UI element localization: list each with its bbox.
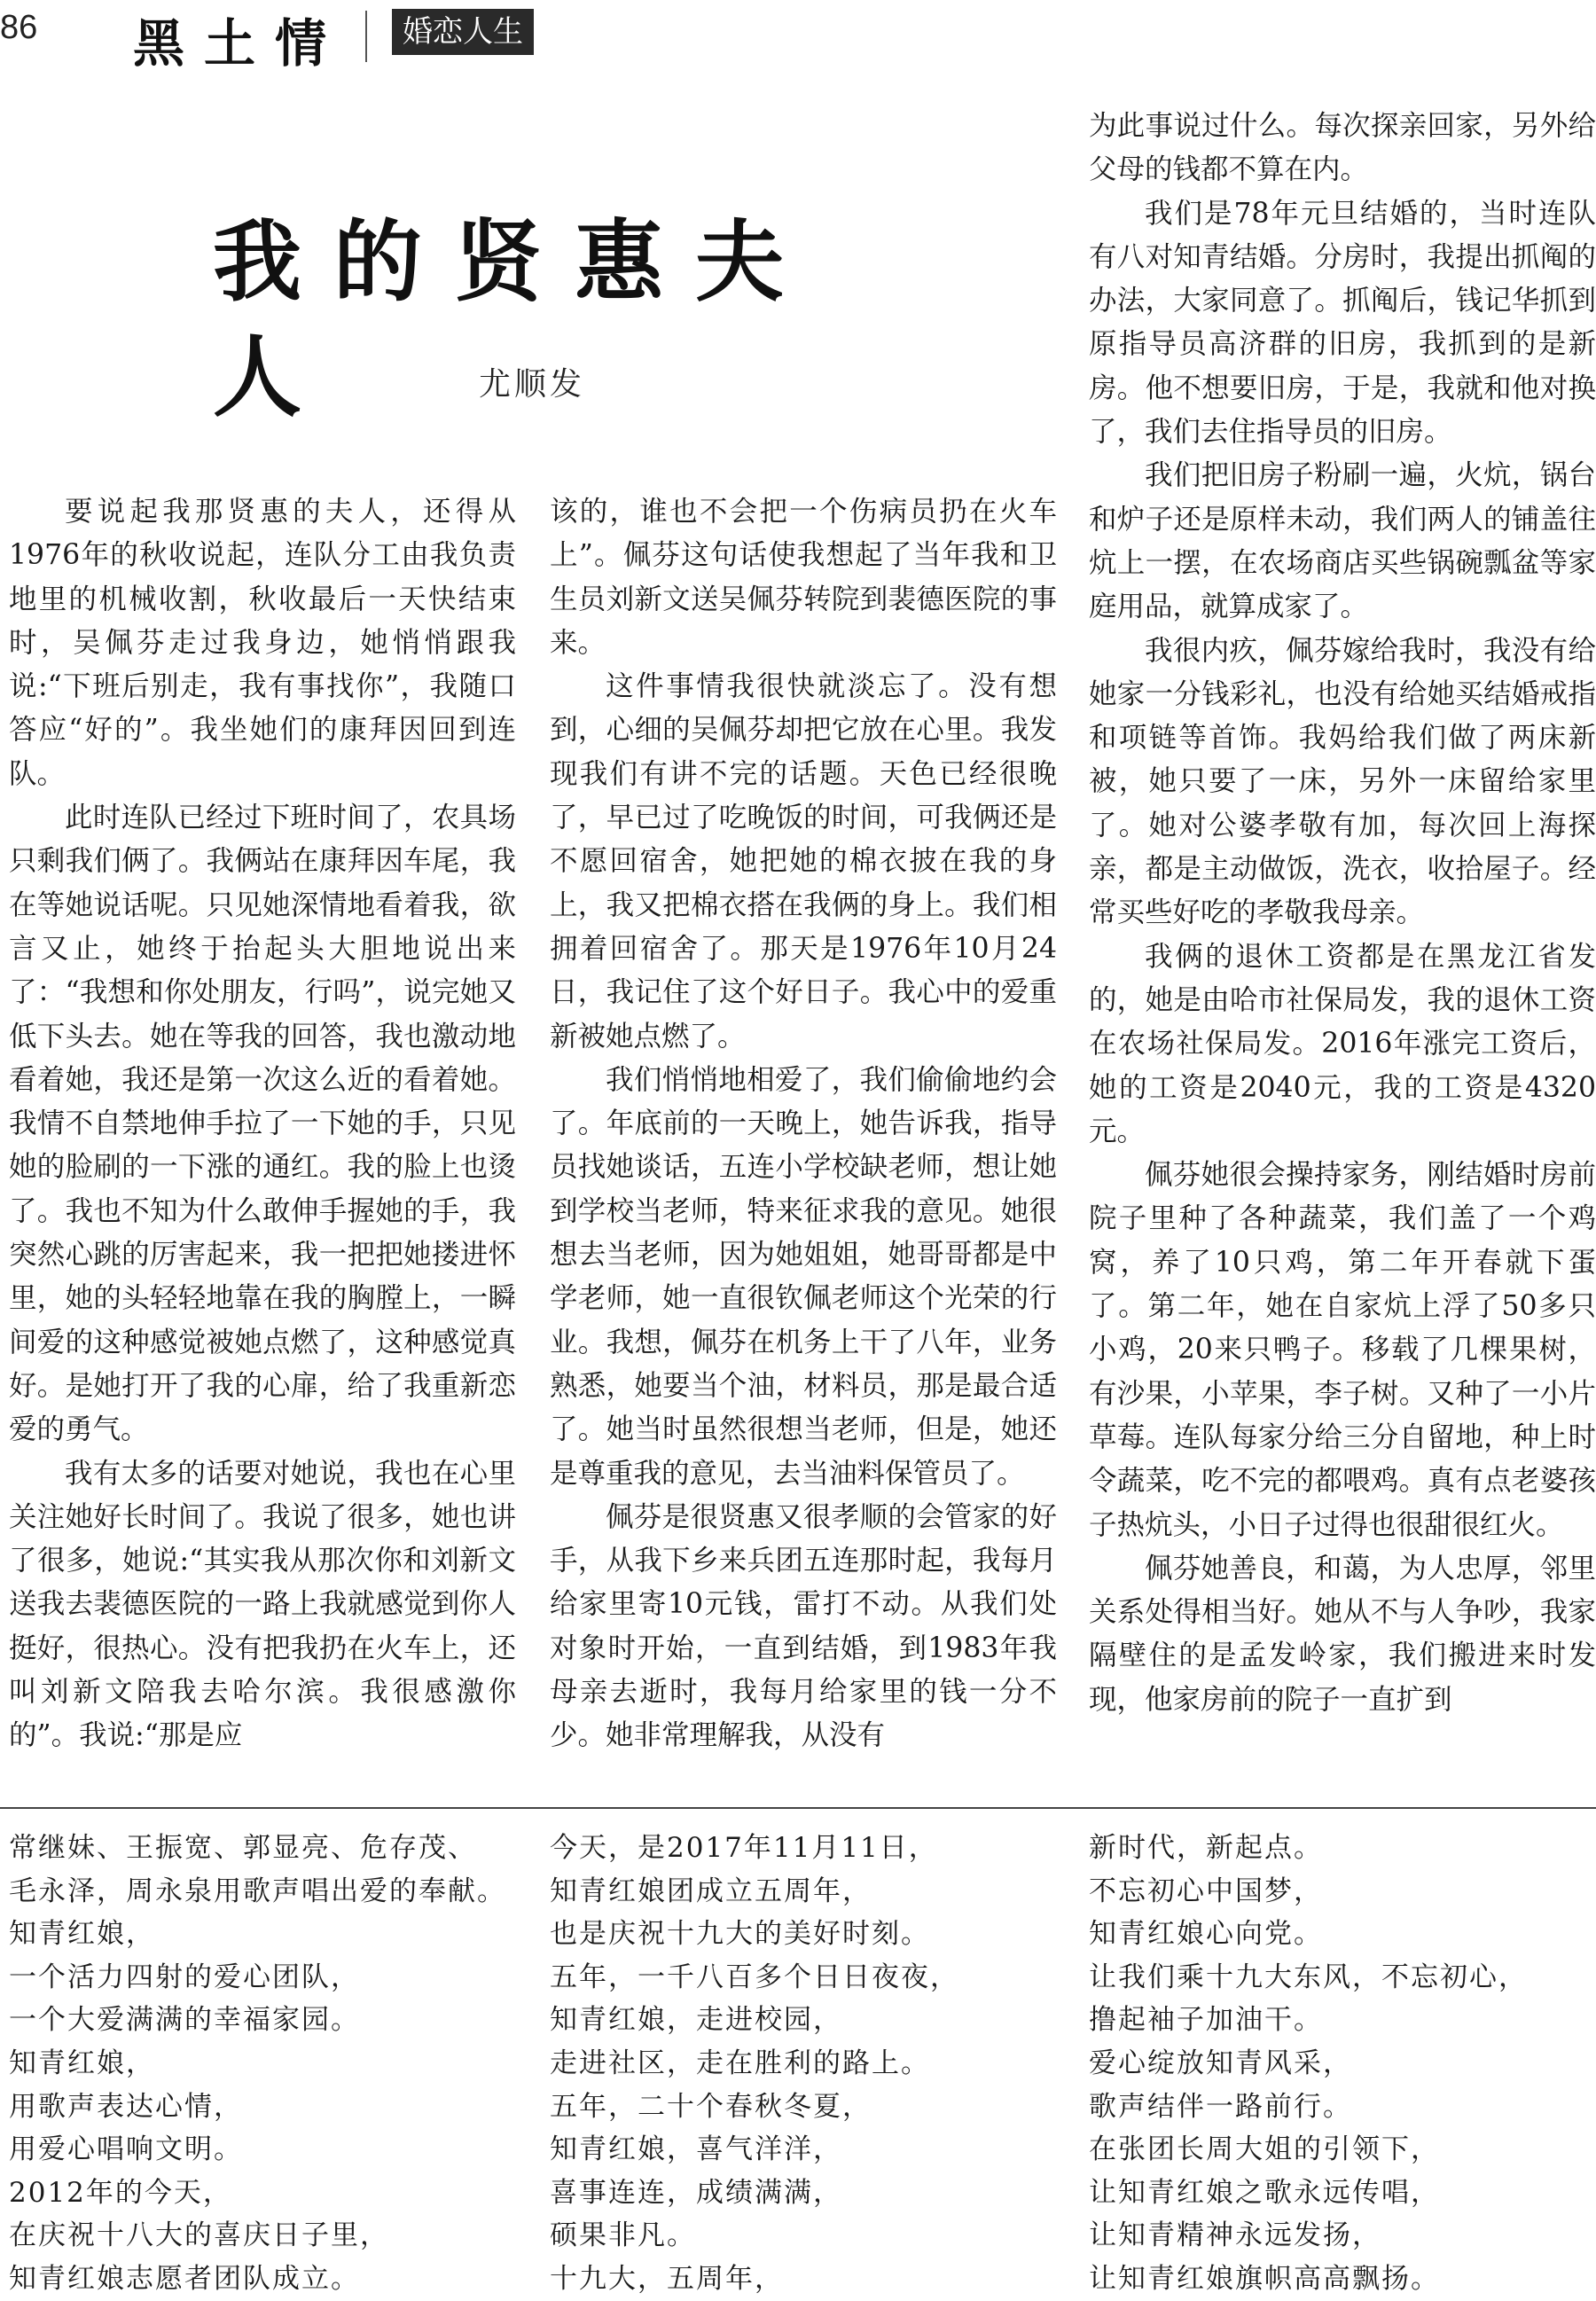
paragraph: 佩芬她善良，和蔼，为人忠厚，邻里关系处得相当好。她从不与人争吵，我家隔壁住的是孟发岭家，我们搬进来时发现，他家房前的院子一直扩到: [1089, 1552, 1596, 1716]
paragraph: 我们悄悄地相爱了，我们偷偷地约会了。年底前的一天晚上，她告诉我，指导员找她谈话，五连小学校缺老师，想让她到学校当老师，特来征求我的意见。她很想去当老师，因为她姐姐，她哥哥都是中学老师，她一直很钦佩老师这个光荣的行业。我想，佩芬在机务上干了八年，业务熟悉，她要当个油，材料员，那是最合适了。她当时虽然很想当老师，但是，她还是尊重我的意见，去当油料保管员了。: [550, 1063, 1057, 1490]
paragraph: 为此事说过什么。每次探亲回家，另外给父母的钱都不算在内。: [1089, 110, 1596, 186]
poem-line: 也是庆祝十九大的美好时刻。: [550, 1918, 930, 1951]
paragraph: 这件事情我很快就淡忘了。没有想到，心细的吴佩芬却把它放在心里。我发现我们有讲不完的话题。天色已经很晚了，早已过了吃晚饭的时间，可我俩还是不愿回宿舍，她把她的棉衣披在我的身上，我又把棉衣搭在我俩的身上。我们相拥着回宿舍了。那天是1976年10月24日，我记住了这个好日子。我心中的爱重新被她点燃了。: [550, 670, 1057, 1053]
poem-line: 不忘初心中国梦，: [1089, 1874, 1323, 1907]
section-divider: [0, 1807, 1596, 1809]
header-divider: [365, 11, 367, 62]
poem-line: 五年，一千八百多个日日夜夜，: [550, 1961, 959, 1993]
poem-line: 一个活力四射的爱心团队，: [9, 1961, 360, 1993]
poem-line: 硕果非凡。: [550, 2219, 696, 2252]
article-column-2: [550, 490, 1057, 1758]
article-title: 我的贤惠夫人: [213, 209, 816, 429]
paragraph: 我很内疚，佩芬嫁给我时，我没有给她家一分钱彩礼，也没有给她买结婚戒指和项链等首饰。我妈给我们做了两床新被，她只要了一床，另外一床留给家里了。她对公婆孝敬有加，每次回上海探亲，都是主动做饭，洗衣，收拾屋子。经常买些好吃的孝敬我母亲。: [1089, 634, 1596, 929]
poem-line: 知青红娘心向党。: [1089, 1918, 1323, 1951]
poem-line: 知青红娘团成立五周年，: [550, 1874, 872, 1907]
poem-line: 知青红娘志愿者团队成立。: [9, 2262, 360, 2295]
poem-line: 用歌声表达心情，: [9, 2090, 243, 2123]
paragraph: 此时连队已经过下班时间了，农具场只剩我们俩了。我俩站在康拜因车尾，我在等她说话呢。只见她深情地看着我，欲言又止，她终于抬起头大胆地说出来了：“我想和你处朋友，行吗”，说完她又低下头去。她在等我的回答，我也激动地看着她，我还是第一次这么近的看着她。我情不自禁地伸手拉了一下她的手，只见她的脸刷的一下涨的通红。我的脸上也烫了。我也不知为什么敢伸手握她的手，我突然心跳的厉害起来，我一把把她搂进怀里，她的头轻轻地靠在我的胸膛上，一瞬间爱的这种感觉被她点燃了，这种感觉真好。是她打开了我的心扉，给了我重新恋爱的勇气。: [9, 802, 516, 1446]
poem-line: 新时代，新起点。: [1089, 1832, 1323, 1864]
poem-column-1: [9, 1827, 523, 2301]
poem-line: 用爱心唱响文明。: [9, 2133, 243, 2166]
section-label: 婚恋人生: [392, 9, 534, 55]
paragraph: 我们是78年元旦结婚的，当时连队有八对知青结婚。分房时，我提出抓阄的办法，大家同意了。抓阄后，钱记华抓到原指导员高济群的旧房，我抓到的是新房。他不想要旧房，于是，我就和他对换了，我们去住指导员的旧房。: [1089, 197, 1596, 449]
poem-column-3: [1089, 1827, 1596, 2301]
paragraph: 要说起我那贤惠的夫人，还得从1976年的秋收说起，连队分工由我负责地里的机械收割，秋收最后一天快结束时，吴佩芬走过我身边，她悄悄跟我说:“下班后别走，我有事找你”，我随口答应“好的”。我坐她们的康拜因回到连队。: [9, 496, 516, 790]
poem-line: 让知青精神永远发扬，: [1089, 2219, 1381, 2252]
poem-line: 知青红娘，: [9, 2047, 155, 2079]
page-number: 86: [0, 9, 38, 46]
poem-line: 让我们乘十九大东风，不忘初心，: [1089, 1961, 1528, 1993]
poem-line: 知青红娘，: [9, 1918, 155, 1951]
poem-line: 走进社区，走在胜利的路上。: [550, 2047, 930, 2079]
paragraph: 我俩的退休工资都是在黑龙江省发的，她是由哈市社保局发，我的退休工资在农场社保局发。2016年涨完工资后，她的工资是2040元，我的工资是4320元。: [1089, 940, 1596, 1147]
poem-line: 歌声结伴一路前行。: [1089, 2090, 1352, 2123]
paragraph: 该的，谁也不会把一个伤病员扔在火车上”。佩芬这句话使我想起了当年我和卫生员刘新文送吴佩芬转院到裴德医院的事来。: [550, 496, 1057, 659]
poem-line: 让知青红娘旗帜高高飘扬。: [1089, 2262, 1440, 2295]
poem-line: 毛永泽，周永泉用歌声唱出爱的奉献。: [9, 1874, 506, 1907]
article-author: 尤顺发: [479, 366, 586, 403]
poem-line: 让知青红娘之歌永远传唱，: [1089, 2176, 1440, 2209]
article-column-3: [1089, 105, 1596, 1722]
paragraph: 佩芬她很会操持家务，刚结婚时房前院子里种了各种蔬菜，我们盖了一个鸡窝，养了10只鸡，第二年开春就下蛋了。第二年，她在自家炕上浮了50多只小鸡，20来只鸭子。移载了几棵果树，有沙果，小苹果，李子树。又种了一小片草莓。连队每家分给三分自留地，种上时令蔬菜，吃不完的都喂鸡。真有点老婆孩子热炕头，小日子过得也很甜很红火。: [1089, 1159, 1596, 1541]
paragraph: 佩芬是很贤惠又很孝顺的会管家的好手，从我下乡来兵团五连那时起，我每月给家里寄10元钱，雷打不动。从我们处对象时开始，一直到结婚，到1983年我母亲去逝时，我每月给家里的钱一分不少。她非常理解我，从没有: [550, 1500, 1057, 1752]
poem-column-2: [550, 1827, 1064, 2301]
poem-line: 知青红娘，走进校园，: [550, 2004, 842, 2037]
poem-line: 十九大，五周年，: [550, 2262, 784, 2295]
article-column-1: [9, 490, 516, 1758]
poem-line: 今天，是2017年11月11日，: [550, 1832, 938, 1864]
poem-line: 在庆祝十八大的喜庆日子里，: [9, 2219, 389, 2252]
poem-line: 常继妹、王振宽、郭显亮、危存茂、: [9, 1832, 477, 1864]
poem-line: 撸起袖子加油干。: [1089, 2004, 1323, 2037]
poem-line: 喜事连连，成绩满满，: [550, 2176, 842, 2209]
poem-line: 一个大爱满满的幸福家园。: [9, 2004, 360, 2037]
poem-line: 五年，二十个春秋冬夏，: [550, 2090, 872, 2123]
poem-line: 2012年的今天，: [9, 2176, 232, 2209]
paragraph: 我们把旧房子粉刷一遍，火炕，锅台和炉子还是原样未动，我们两人的铺盖往炕上一摆，在农场商店买些锅碗瓢盆等家庭用品，就算成家了。: [1089, 459, 1596, 623]
paragraph: 我有太多的话要对她说，我也在心里关注她好长时间了。我说了很多，她也讲了很多，她说:“其实我从那次你和刘新文送我去裴德医院的一路上我就感觉到你人挺好，很热心。没有把我扔在火车上，还叫刘新文陪我去哈尔滨。我很感激你的”。我说:“那是应: [9, 1457, 516, 1752]
poem-line: 知青红娘，喜气洋洋，: [550, 2133, 842, 2166]
poem-line: 在张团长周大姐的引领下，: [1089, 2133, 1440, 2166]
magazine-logo: 黑土情: [133, 13, 347, 74]
poem-line: 爱心绽放知青风采，: [1089, 2047, 1352, 2079]
